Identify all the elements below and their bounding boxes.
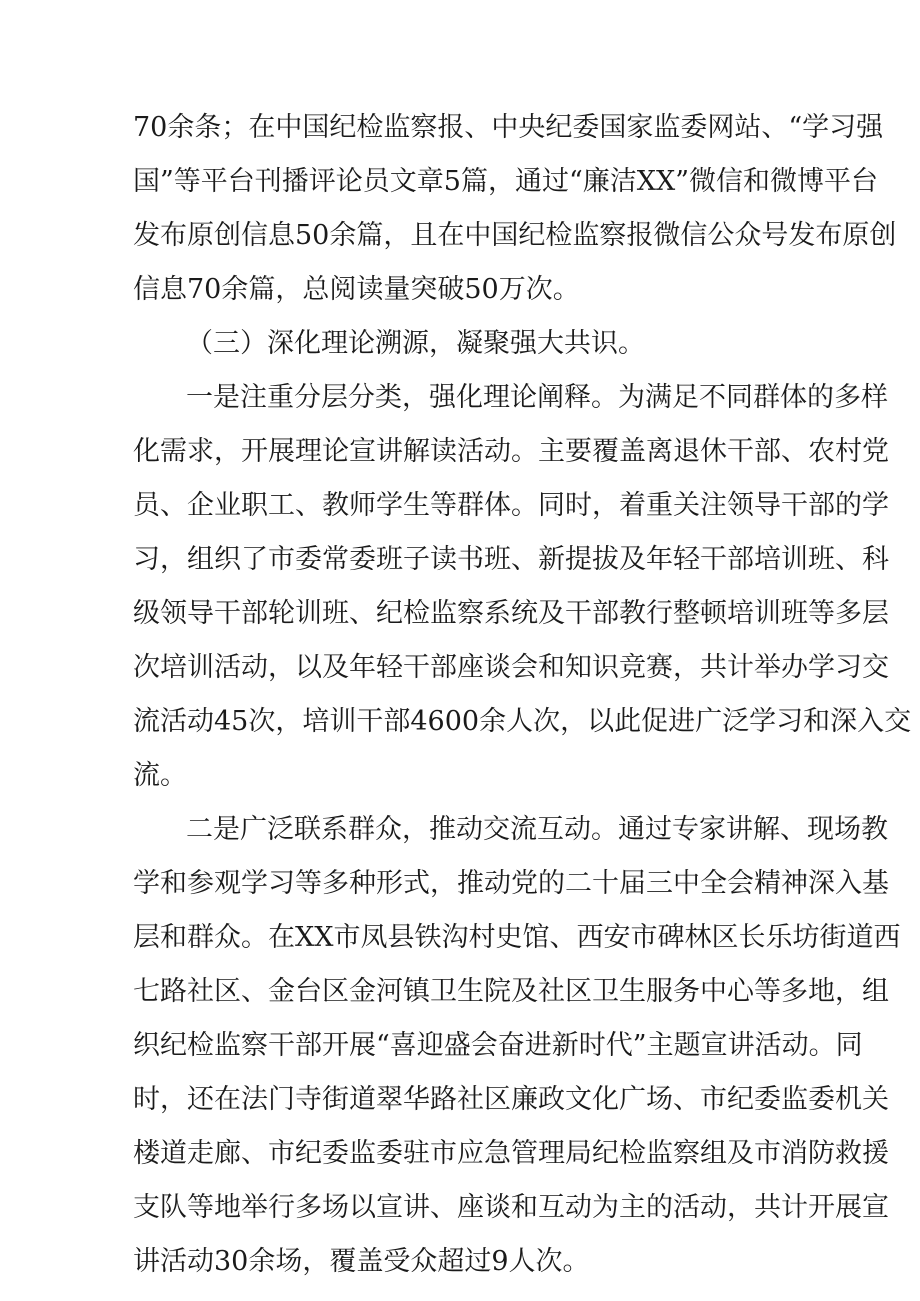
paragraph-2-line-6: 次培训活动，以及年轻干部座谈会和知识竞赛，共计举办学习交 [133, 652, 889, 683]
paragraph-3-line-8: 支队等地举行多场以宣讲、座谈和互动为主的活动，共计开展宣 [133, 1192, 889, 1223]
paragraph-3-line-1: 二是广泛联系群众，推动交流互动。通过专家讲解、现场教 [186, 814, 888, 845]
paragraph-1-line-4: 信息70余篇，总阅读量突破50万次。 [133, 274, 580, 305]
paragraph-1-line-3: 发布原创信息50余篇，且在中国纪检监察报微信公众号发布原创 [133, 220, 897, 251]
paragraph-3-line-5: 织纪检监察干部开展“喜迎盛会奋进新时代”主题宣讲活动。同 [133, 1030, 863, 1061]
section-heading: （三）深化理论溯源，凝聚强大共识。 [186, 328, 645, 359]
paragraph-2-line-7: 流活动45次，培训干部4600余人次，以此促进广泛学习和深入交 [133, 706, 912, 737]
paragraph-2-line-8: 流。 [133, 760, 187, 791]
paragraph-3-line-6: 时，还在法门寺街道翠华路社区廉政文化广场、市纪委监委机关 [133, 1084, 889, 1115]
paragraph-3-line-4: 七路社区、金台区金河镇卫生院及社区卫生服务中心等多地，组 [133, 976, 889, 1007]
paragraph-3-line-9: 讲活动30余场，覆盖受众超过9人次。 [133, 1246, 590, 1277]
paragraph-2-line-5: 级领导干部轮训班、纪检监察系统及干部教行整顿培训班等多层 [133, 598, 889, 629]
paragraph-2-line-4: 习，组织了市委常委班子读书班、新提拔及年轻干部培训班、科 [133, 544, 889, 575]
paragraph-3-line-3: 层和群众。在XX市凤县铁沟村史馆、西安市碑林区长乐坊街道西 [133, 922, 901, 953]
paragraph-2-line-3: 员、企业职工、教师学生等群体。同时，着重关注领导干部的学 [133, 490, 889, 521]
paragraph-1-line-2: 国”等平台刊播评论员文章5篇，通过“廉洁XX”微信和微博平台 [133, 166, 879, 197]
paragraph-1-line-1: 70余条；在中国纪检监察报、中央纪委国家监委网站、“学习强 [133, 112, 884, 143]
paragraph-2-line-2: 化需求，开展理论宣讲解读活动。主要覆盖离退休干部、农村党 [133, 436, 889, 467]
paragraph-3-line-2: 学和参观学习等多种形式，推动党的二十届三中全会精神深入基 [133, 868, 889, 899]
paragraph-3-line-7: 楼道走廊、市纪委监委驻市应急管理局纪检监察组及市消防救援 [133, 1138, 889, 1169]
paragraph-2-line-1: 一是注重分层分类，强化理论阐释。为满足不同群体的多样 [186, 382, 888, 413]
